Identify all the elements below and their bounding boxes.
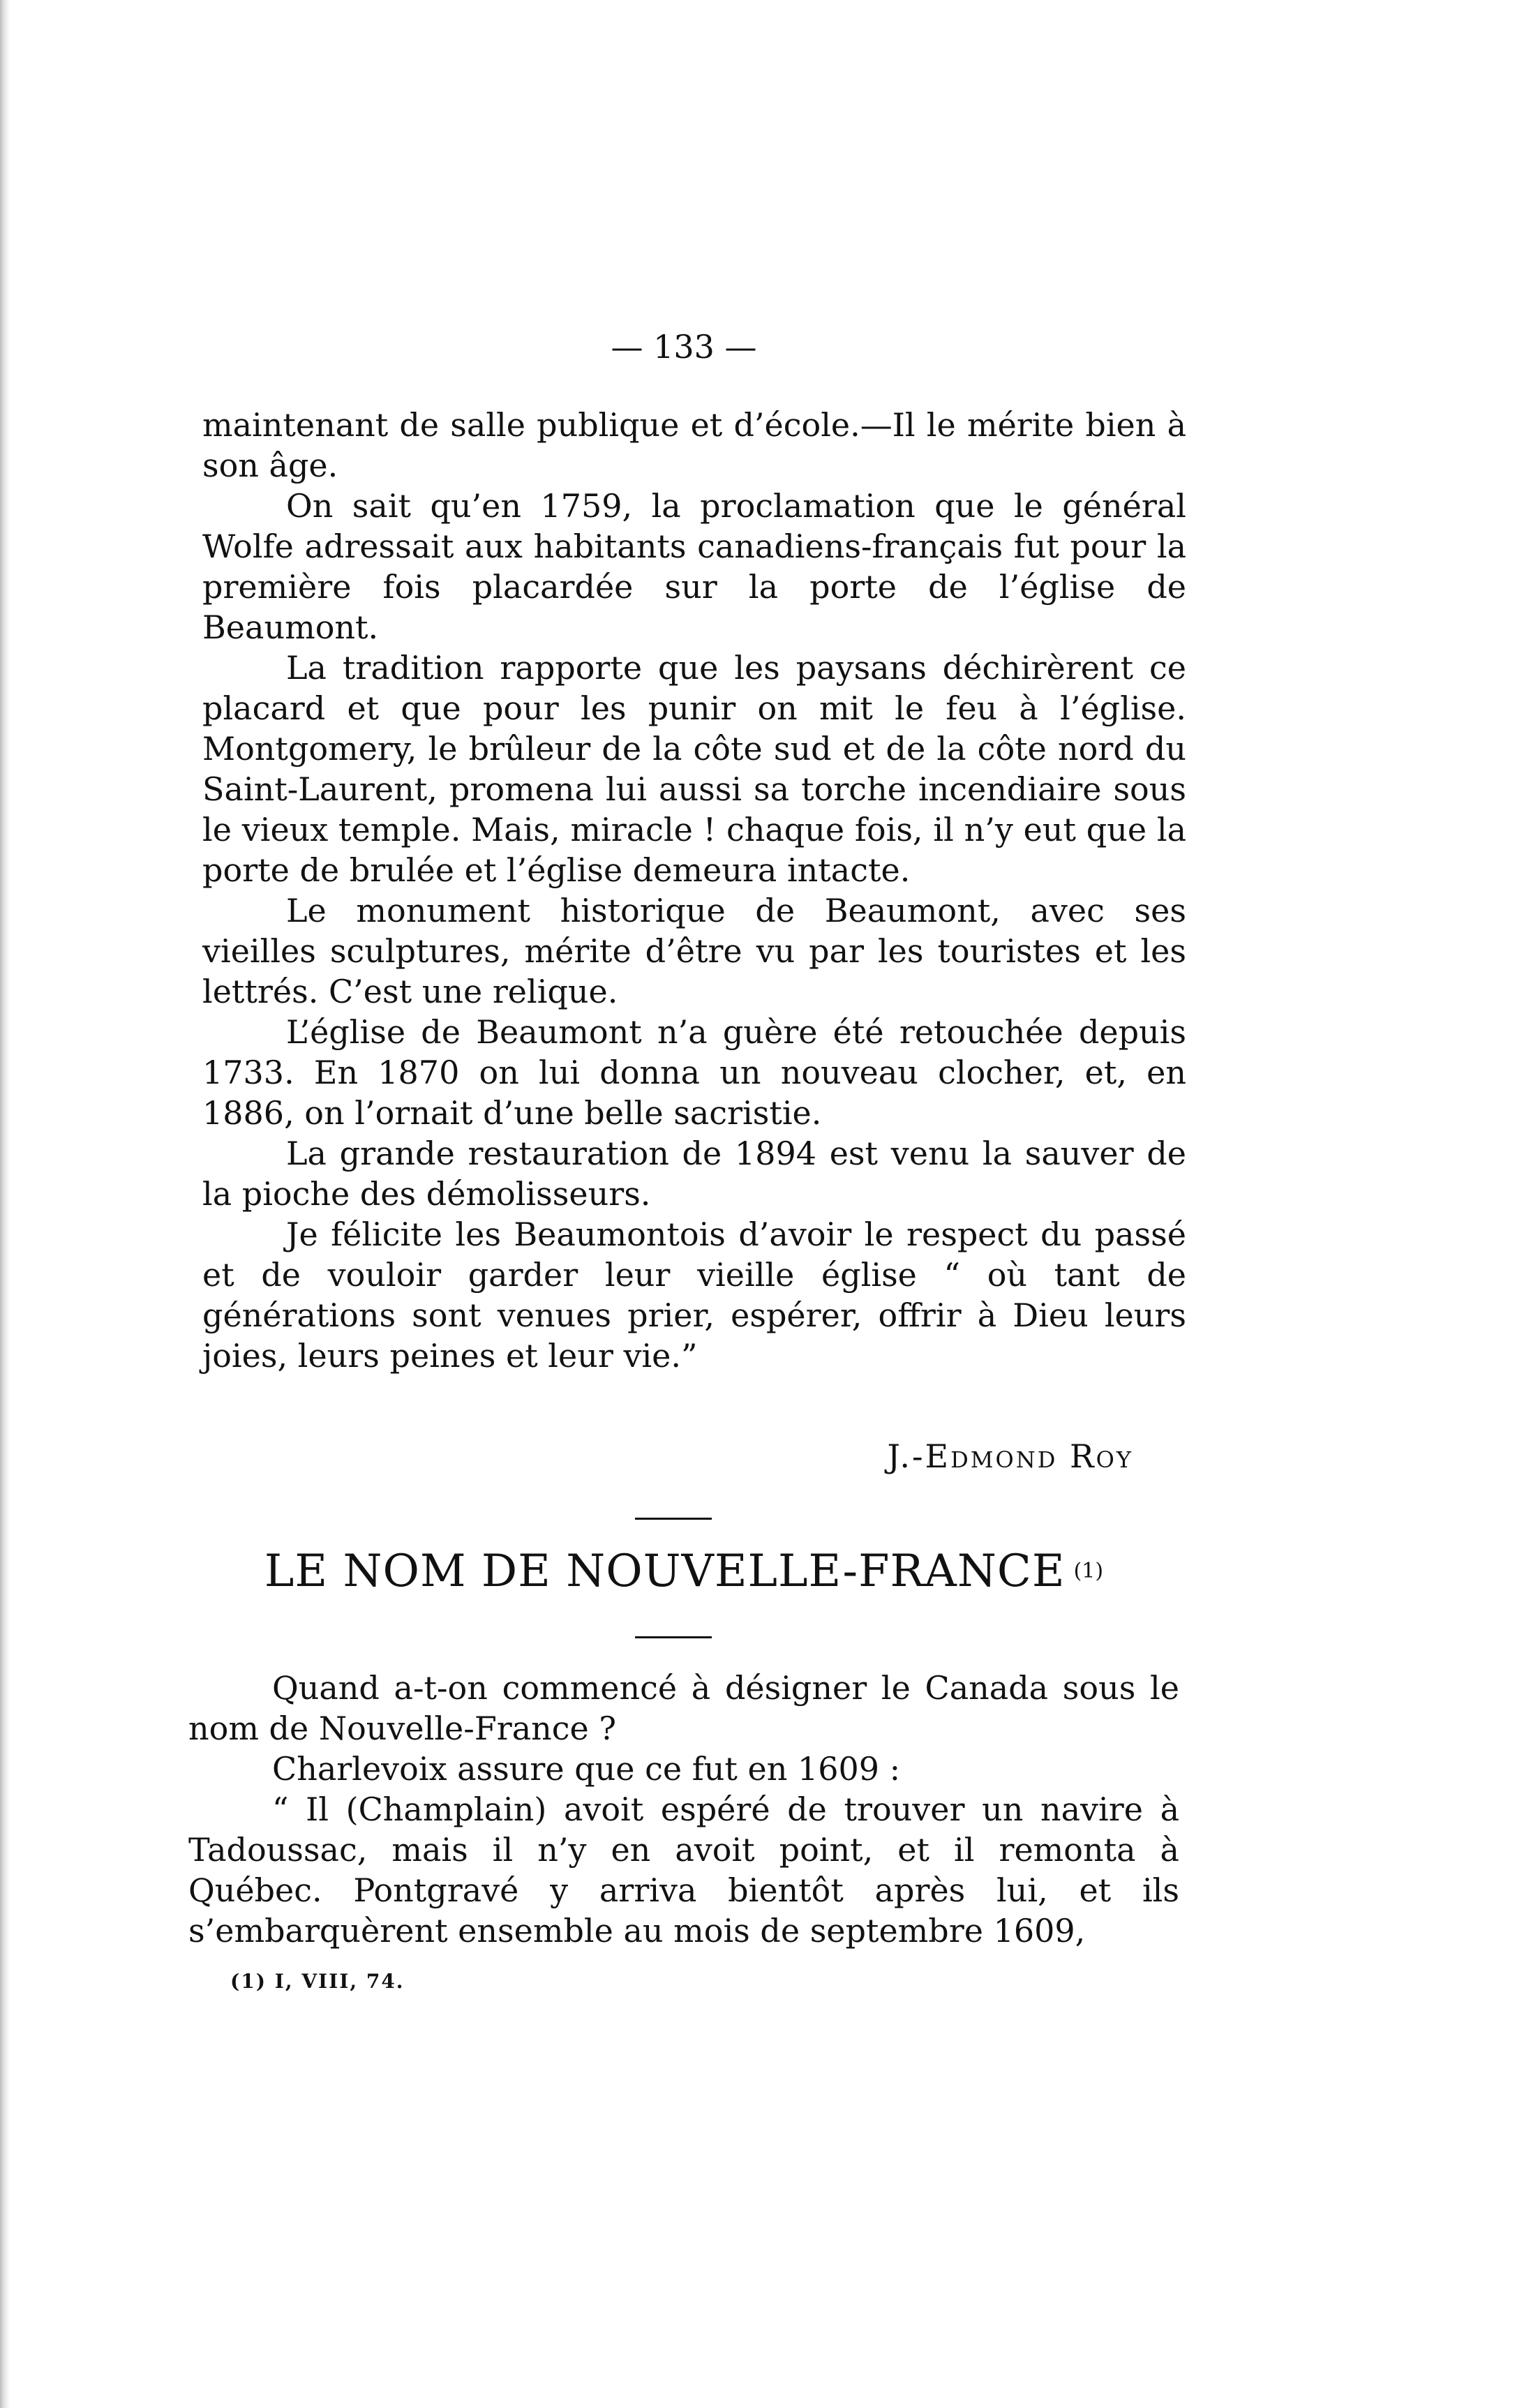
paragraph: “ Il (Champlain) avoit espéré de trouver un navire à Tadoussac, mais il n’y en avoit point, et il remonta à Québec. Pontgravé y arriva bientôt après lui, et ils s’embarquèrent ensemble au mois de septembre 1609, xyxy=(188,1790,1179,1950)
section-text xyxy=(188,1668,1179,1951)
section-title-text: LE NOM DE NOUVELLE-FRANCE xyxy=(264,1546,1066,1597)
section-title xyxy=(0,1546,1368,1597)
page-number: — 133 — xyxy=(611,328,757,366)
paragraph: maintenant de salle publique et d’école.—Il le mérite bien à son âge. xyxy=(202,406,1186,484)
paragraph: La grande restauration de 1894 est venu la sauver de la pioche des démolisseurs. xyxy=(202,1135,1186,1213)
paragraph: On sait qu’en 1759, la proclamation que le général Wolfe adressait aux habitants canadiens-français fut pour la première fois placardée sur la porte de l’église de Beaumont. xyxy=(202,487,1186,646)
article-text xyxy=(202,405,1186,1376)
paragraph: Le monument historique de Beaumont, avec ses vieilles sculptures, mérite d’être vu par les touristes et les lettrés. C’est une relique. xyxy=(202,892,1186,1010)
paragraph: Charlevoix assure que ce fut en 1609 : xyxy=(272,1750,901,1788)
section-divider xyxy=(635,1518,712,1520)
paragraph: Je félicite les Beaumontois d’avoir le respect du passé et de vouloir garder leur vieille église “ où tant de générations sont venues prier, espérer, offrir à Dieu leurs joies, leurs peines et leur vie.” xyxy=(202,1216,1186,1375)
footnote-reference: (1) xyxy=(1073,1559,1104,1583)
paragraph: Quand a-t-on commencé à désigner le Canada sous le nom de Nouvelle-France ? xyxy=(188,1669,1179,1747)
footnote: (1) I, VIII, 74. xyxy=(230,1970,405,1993)
section-divider xyxy=(635,1636,712,1638)
author-signature: J.-Edmond Roy xyxy=(887,1437,1133,1475)
paragraph: La tradition rapporte que les paysans déchirèrent ce placard et que pour les punir on mit le feu à l’église. Montgomery, le brûleur de la côte sud et de la côte nord du Saint-Laurent, promena lui aussi sa torche incendiaire sous le vieux temple. Mais, miracle ! chaque fois, il n’y eut que la porte de brulée et l’église demeura intacte. xyxy=(202,649,1186,889)
paragraph: L’église de Beaumont n’a guère été retouchée depuis 1733. En 1870 on lui donna un nouveau clocher, et, en 1886, on l’ornait d’une belle sacristie. xyxy=(202,1013,1186,1132)
